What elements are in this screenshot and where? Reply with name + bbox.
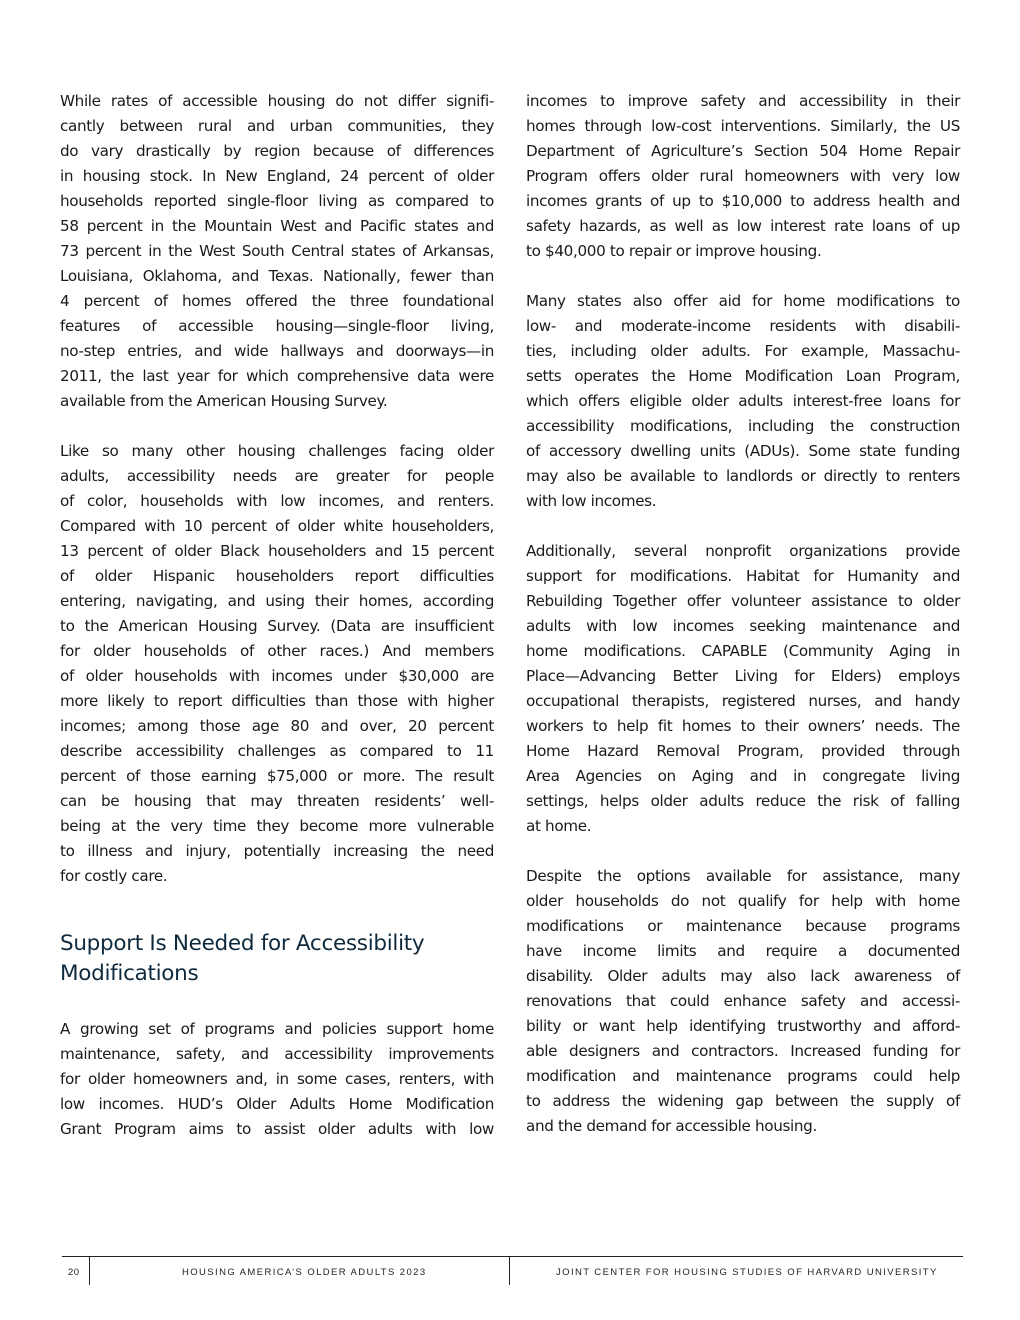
text-line: modification and maintenance programs could help [526,1067,960,1085]
text-line: percent of those earning $75,000 or more. The result [60,767,494,785]
text-line: occupational therapists, registered nurses, and handy [526,692,960,710]
text-line: entering, navigating, and using their homes, according [60,592,494,610]
text-line: and the demand for accessible housing. [526,1117,817,1135]
body-paragraph [526,864,960,1139]
text-line: cantly between rural and urban communities, they [60,117,494,135]
text-line: with low incomes. [526,492,657,510]
text-line: Louisiana, Oklahoma, and Texas. Nationally, fewer than [60,267,494,285]
text-line: which offers eligible older adults interest-free loans for [526,392,960,410]
text-line: for costly care. [60,867,168,885]
text-line: households reported single-floor living as compared to [60,192,494,210]
text-line: accessibility modifications, including the construction [526,417,960,435]
text-line: disability. Older adults may also lack awareness of [526,967,960,985]
text-line: bility or want help identifying trustworthy and afford- [526,1017,960,1035]
text-line: support for modifications. Habitat for Humanity and [526,567,960,585]
text-line: safety hazards, as well as low interest rate loans of up [526,217,960,235]
text-line: to the American Housing Survey. (Data are insufficient [60,617,494,635]
text-line: Home Hazard Removal Program, provided through [526,742,960,760]
text-line: adults, accessibility needs are greater for people [60,467,494,485]
text-line: settings, helps older adults reduce the risk of falling [526,792,960,810]
page-number: 20 [68,1267,80,1278]
text-line: Department of Agriculture’s Section 504 Home Repair [526,142,960,160]
text-line: Grant Program aims to assist older adults with low [60,1120,494,1138]
text-line: being at the very time they become more vulnerable [60,817,494,835]
publication-title: HOUSING AMERICA’S OLDER ADULTS 2023 [182,1267,427,1278]
text-line: Despite the options available for assistance, many [526,867,960,885]
text-line: can be housing that may threaten residents’ well- [60,792,494,810]
text-line: have income limits and require a documented [526,942,960,960]
body-paragraph [526,539,960,839]
section-heading-line: Modifications [60,961,199,986]
section-heading-line: Support Is Needed for Accessibility [60,931,425,956]
section-heading [60,929,494,989]
text-line: to $40,000 to repair or improve housing. [526,242,822,260]
footer-divider [509,1257,510,1285]
text-line: of older households with incomes under $30,000 are [60,667,494,685]
text-line: 2011, the last year for which comprehensive data were [60,367,494,385]
text-line: of accessory dwelling units (ADUs). Some state funding [526,442,960,460]
text-line: homes through low-cost interventions. Similarly, the US [526,117,960,135]
left-column [60,89,494,1167]
text-line: Program offers older rural homeowners with very low [526,167,960,185]
text-line: available from the American Housing Survey. [60,392,388,410]
body-paragraph [60,1017,494,1142]
text-line: Area Agencies on Aging and in congregate living [526,767,960,785]
right-column [526,89,960,1164]
text-line: may also be available to landlords or directly to renters [526,467,960,485]
text-line: Like so many other housing challenges facing older [60,442,494,460]
text-line: renovations that could enhance safety and accessi- [526,992,960,1010]
body-paragraph [60,89,494,414]
text-line: features of accessible housing—single-floor living, [60,317,494,335]
footer-divider [89,1257,90,1285]
text-line: workers to help fit homes to their owners’ needs. The [526,717,960,735]
text-line: low- and moderate-income residents with disabili- [526,317,960,335]
text-line: Rebuilding Together offer volunteer assistance to older [526,592,960,610]
text-line: 58 percent in the Mountain West and Pacific states and [60,217,494,235]
text-line: modifications or maintenance because programs [526,917,960,935]
text-line: Additionally, several nonprofit organizations provide [526,542,960,560]
text-line: adults with low incomes seeking maintenance and [526,617,960,635]
text-line: describe accessibility challenges as compared to 11 [60,742,494,760]
text-line: at home. [526,817,592,835]
text-line: low incomes. HUD’s Older Adults Home Modification [60,1095,494,1113]
body-paragraph [60,439,494,889]
text-line: able designers and contractors. Increased funding for [526,1042,960,1060]
text-line: of color, households with low incomes, and renters. [60,492,494,510]
text-line: 13 percent of older Black householders and 15 percent [60,542,494,560]
text-line: for older homeowners and, in some cases, renters, with [60,1070,494,1088]
body-paragraph [526,289,960,514]
text-line: in housing stock. In New England, 24 percent of older [60,167,494,185]
footer-rule [62,1256,963,1257]
organization-name: JOINT CENTER FOR HOUSING STUDIES OF HARVARD UNIVERSITY [556,1267,938,1278]
text-line: more likely to report difficulties than those with higher [60,692,494,710]
text-line: Compared with 10 percent of older white householders, [60,517,494,535]
text-line: Many states also offer aid for home modifications to [526,292,960,310]
text-line: 4 percent of homes offered the three foundational [60,292,494,310]
text-line: older households do not qualify for help with home [526,892,960,910]
text-line: for older households of other races.) And members [60,642,494,660]
text-line: to address the widening gap between the supply of [526,1092,960,1110]
text-line: Place—Advancing Better Living for Elders) employs [526,667,960,685]
text-line: of older Hispanic householders report difficulties [60,567,494,585]
text-line: 73 percent in the West South Central states of Arkansas, [60,242,494,260]
text-line: do vary drastically by region because of differences [60,142,494,160]
text-line: incomes; among those age 80 and over, 20 percent [60,717,494,735]
text-line: to illness and injury, potentially increasing the need [60,842,494,860]
text-line: no-step entries, and wide hallways and doorways—in [60,342,494,360]
text-line: While rates of accessible housing do not differ signifi- [60,92,494,110]
text-line: maintenance, safety, and accessibility improvements [60,1045,494,1063]
text-line: home modifications. CAPABLE (Community Aging in [526,642,960,660]
text-line: incomes grants of up to $10,000 to address health and [526,192,960,210]
text-line: setts operates the Home Modification Loan Program, [526,367,960,385]
text-line: A growing set of programs and policies support home [60,1020,494,1038]
body-paragraph [526,89,960,264]
text-line: ties, including older adults. For example, Massachu- [526,342,960,360]
text-line: incomes to improve safety and accessibility in their [526,92,960,110]
